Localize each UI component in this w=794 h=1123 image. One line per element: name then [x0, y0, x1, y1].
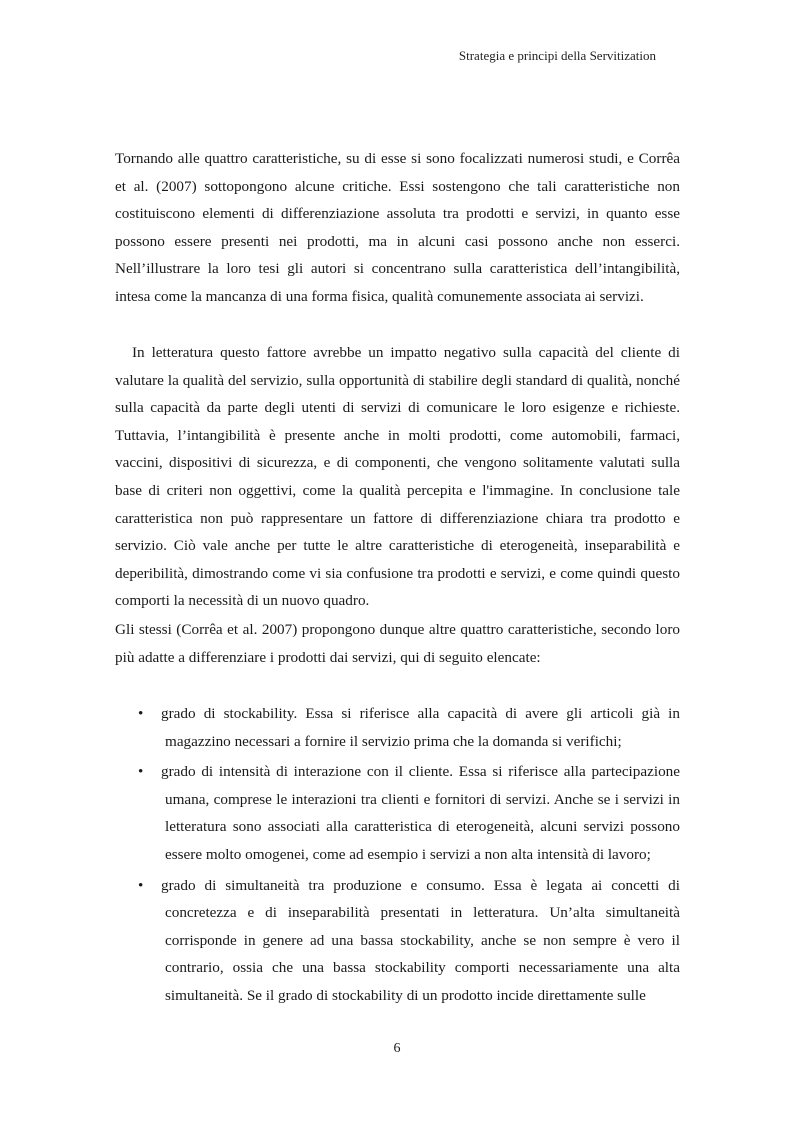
running-header: Strategia e principi della Servitization — [458, 48, 656, 63]
paragraph: In letteratura questo fattore avrebbe un impatto negativo sulla capacità del cliente di valutare la qualità del servizio, sulla opportunità di stabilire degli standard di qualità, nonché sulla capacità da parte degli utenti di servizi di comunicare le loro esigenze e richieste. Tuttavia, l’intangibilità è presente anche in molti prodotti, come automobili, farmaci, vaccini, dispositivi di sicurezza, e di componenti, che vengono solitamente valutati sulla base di criteri non oggettivi, come la qualità percepita e l'immagine. In conclusione tale caratteristica non può rappresentare un fattore di differenziazione chiara tra prodotto e servizio. Ciò vale anche per tutte le altre caratteristiche di eterogeneità, inseparabilità e deperibilità, dimostrando come vi sia confusione tra prodotti e servizi, e come quindi questo comporti la necessità di un nuovo quadro. — [115, 344, 680, 610]
list-item — [115, 700, 680, 755]
paragraph-intro — [115, 145, 680, 311]
list-item-text: grado di intensità di interazione con il cliente. Essa si riferisce alla partecipazione umana, comprese le interazioni tra clienti e fornitori di servizi. Anche se i servizi in letteratura sono associati alla caratteristica di eterogeneità, alcuni servizi possono essere molto omogenei, come ad esempio i servizi a non alta intensità di lavoro; — [161, 763, 680, 863]
paragraph: Tornando alle quattro caratteristiche, su di esse si sono focalizzati numerosi studi, e Corrêa et al. (2007) sottopongono alcune critiche. Essi sostengono che tali caratteristiche non costituiscono elementi di differenziazione assoluta tra prodotti e servizi, in quanto esse possono essere presenti nei prodotti, ma in alcuni casi possono anche non esserci. Nell’illustrare la loro tesi gli autori si concentrano sulla caratteristica dell’intangibilità, intesa come la mancanza di una forma fisica, qualità comunemente associata ai servizi. — [115, 150, 680, 305]
bullet-list — [115, 700, 680, 1013]
list-item-text: grado di stockability. Essa si riferisce alla capacità di avere gli articoli già in magazzino necessari a fornire il servizio prima che la domanda si verifichi; — [161, 705, 680, 750]
bullet-icon: • — [138, 763, 144, 781]
list-item-text: grado di simultaneità tra produzione e consumo. Essa è legata ai concetti di concretezza e di inseparabilità presentati in letteratura. Un’alta simultaneità corrisponde in genere ad una bassa stockability, anche se non sempre è vero il contrario, ossia che una bassa stockability comporti necessariamente una alta simultaneità. Se il grado di stockability di un prodotto incide direttamente sulle — [161, 876, 680, 1004]
paragraph: Gli stessi (Corrêa et al. 2007) propongono dunque altre quattro caratteristiche, secondo loro più adatte a differenziare i prodotti dai servizi, qui di seguito elencate: — [115, 621, 680, 666]
paragraph-corrêa — [115, 616, 680, 671]
bullet-icon: • — [138, 705, 144, 722]
page-number: 6 — [393, 1041, 401, 1056]
paragraph-letteratura — [115, 339, 680, 615]
bullet-icon: • — [138, 876, 144, 894]
list-item — [115, 758, 680, 868]
list-item — [115, 872, 680, 1010]
